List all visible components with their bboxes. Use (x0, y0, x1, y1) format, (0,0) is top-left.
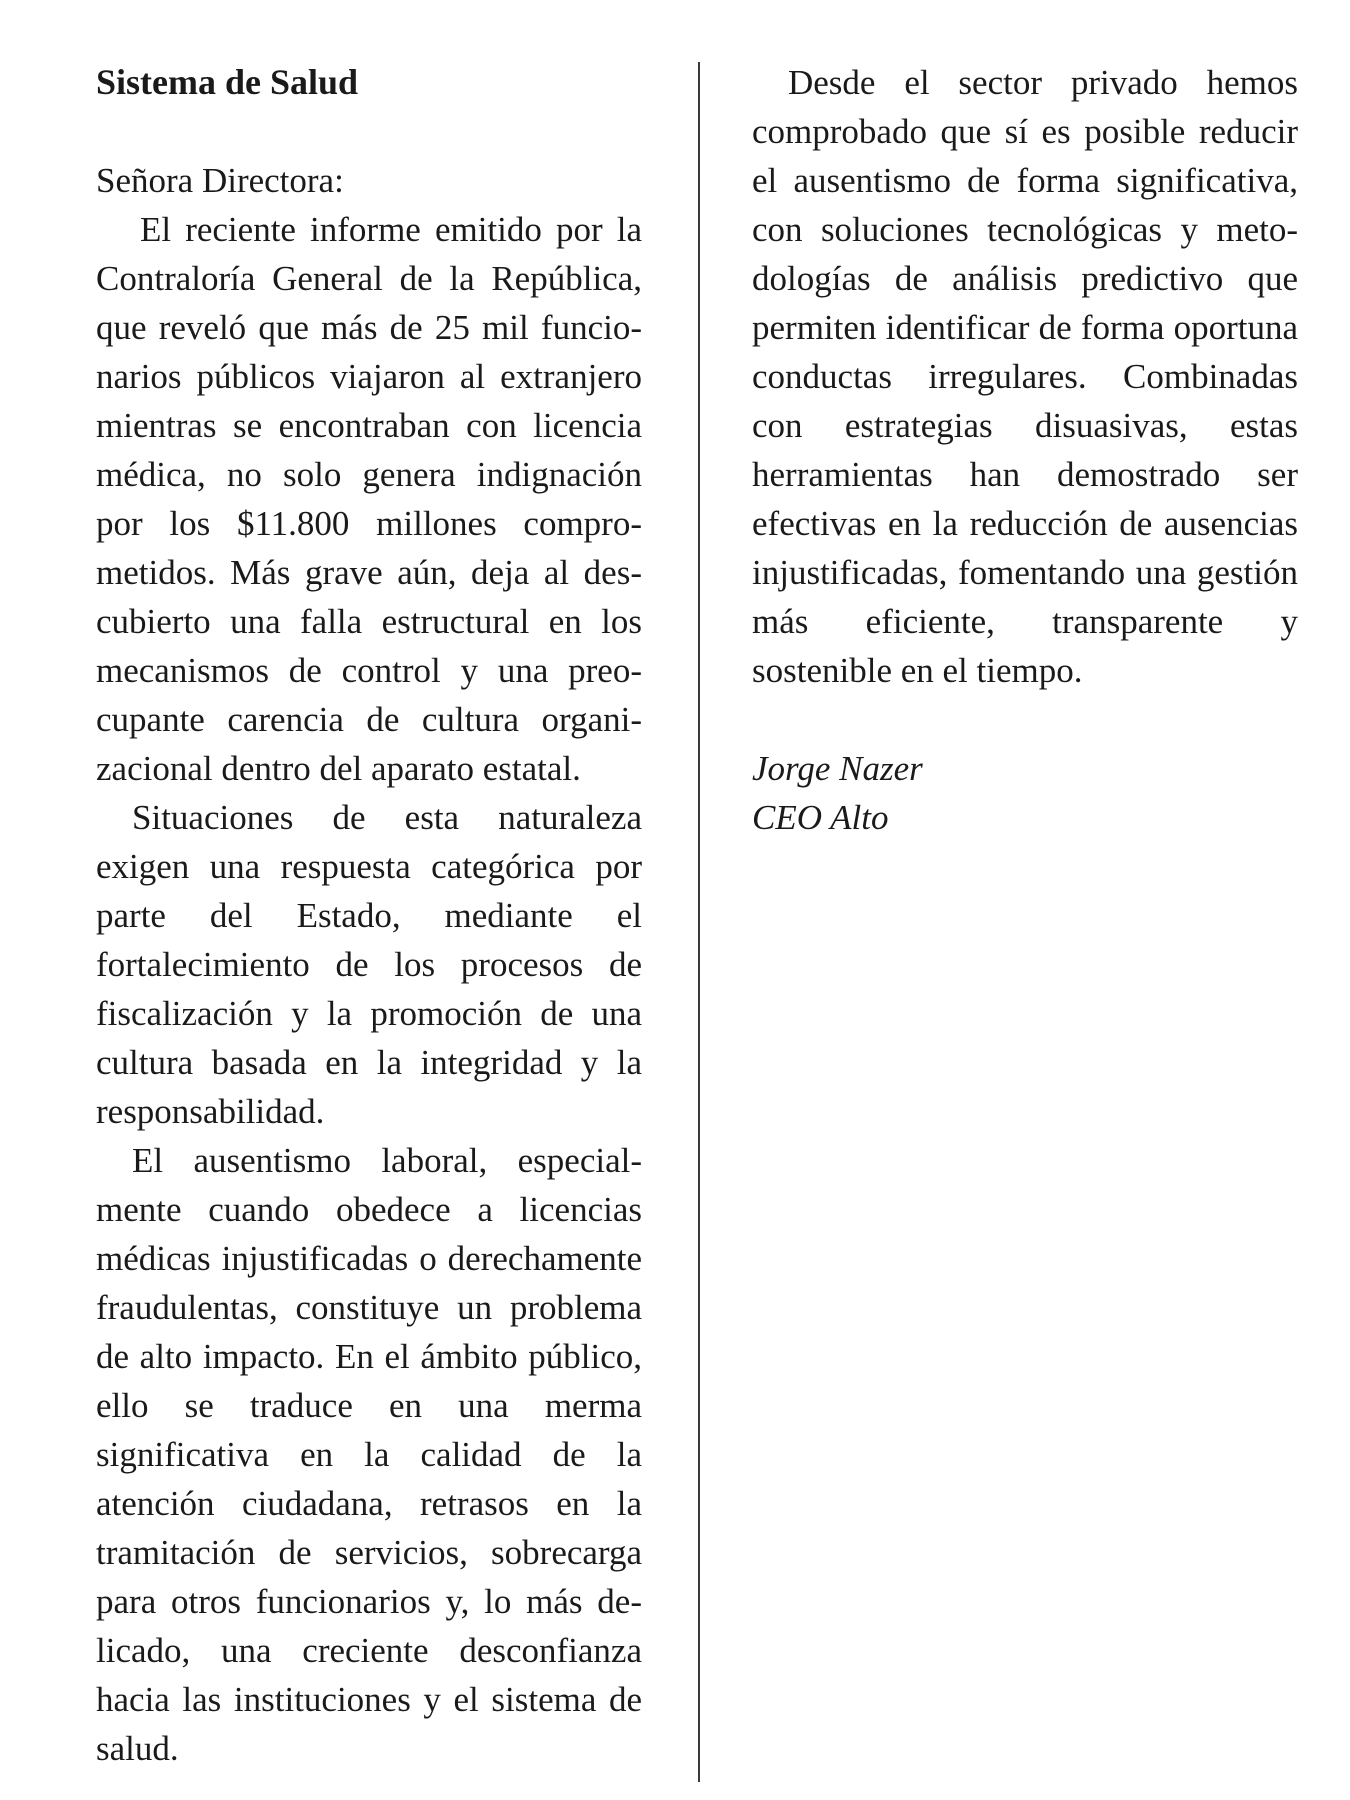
left-column (96, 58, 642, 1773)
letter-title: Sistema de Salud (96, 62, 359, 102)
signature-role: CEO Alto (752, 798, 889, 837)
paragraph-1: El reciente informe emitido por la Contraloría General de la República, que reveló que más de 25 mil funcionarios públicos viajaron al extranjero mientras se encontraban con licencia médica, no solo genera indignación por los $11.800 millones comprometidos. Más grave aún, deja al descubierto una falla estructural en los mecanismos de control y una preocupante carencia de cultura organizacional dentro del aparato estatal. (96, 210, 642, 788)
signature (752, 744, 1298, 842)
paragraph-3: El ausentismo laboral, especialmente cuando obedece a licencias médicas injustificadas o derechamente fraudulentas, constituye un problema de alto impacto. En el ámbito público, ello se traduce en una merma significativa en la calidad de la atención ciudadana, retrasos en la tramitación de servicios, sobrecarga para otros funcionarios y, lo más delicado, una creciente desconfianza hacia las instituciones y el sistema de salud. (96, 1141, 642, 1768)
salutation: Señora Directora: (96, 161, 344, 200)
signature-name: Jorge Nazer (752, 749, 923, 788)
paragraph-4: Desde el sector privado hemos comprobado que sí es posible reducir el ausentismo de forma significativa, con soluciones tecnológicas y metodologías de análisis predictivo que permiten identificar de forma oportuna conductas irregulares. Combinadas con estrategias disuasivas, estas herramientas han demostrado ser efectivas en la reducción de ausencias injustificadas, fomentando una gestión más eficiente, transparente y sostenible en el tiempo. (752, 63, 1298, 690)
right-column (752, 58, 1298, 842)
column-divider (698, 62, 700, 1782)
paragraph-2: Situaciones de esta naturaleza exigen una respuesta categórica por parte del Estado, mediante el fortalecimiento de los procesos de fiscalización y la promoción de una cultura basada en la integridad y la responsabilidad. (96, 798, 642, 1131)
